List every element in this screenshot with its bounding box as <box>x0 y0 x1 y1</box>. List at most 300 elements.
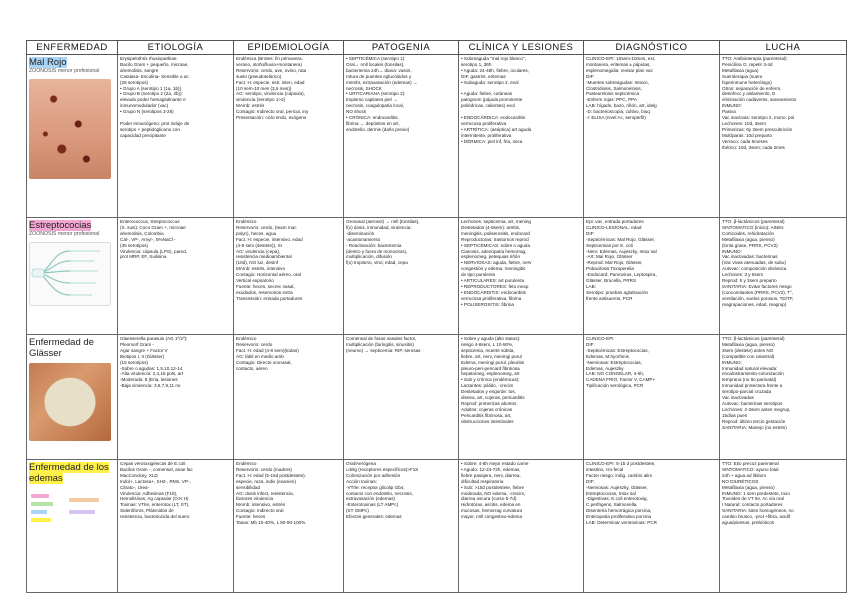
cell-line: verrucosa proliferativa <box>461 120 507 126</box>
cell-line: • ARTRÍTICA: (aséptica) art aguda <box>461 126 532 132</box>
cell-line: Virulencia: Adhesinas (F18), <box>120 490 178 496</box>
summary-sheet <box>26 40 846 599</box>
cell-line: Cianosis, adenopatía hemorrag, <box>461 248 527 254</box>
cell-line: Transmisión: entrada portadores <box>236 295 303 301</box>
cell-line: multiplicación, difusión <box>346 254 392 260</box>
cell-line: serotipo-parcial cruzada <box>722 389 772 395</box>
cell-line: Estreptococias, Intox sal <box>586 490 636 496</box>
header-lucha: LUCHA <box>720 41 847 55</box>
cell-line: Primerizas: 6y 3sem prescubrición <box>722 126 793 132</box>
cell-line: bacteriemia 24h→ diana: vasos, <box>346 67 412 73</box>
cell-line: -Septicémicas: Mal Rojo, Glässer, <box>586 236 655 242</box>
cell-line: • Sobre y aguda (alto status): <box>461 336 521 341</box>
table-row <box>27 335 847 460</box>
cell-line: Reprod: último tercio gestación <box>722 418 786 424</box>
lucha-cell <box>720 218 847 335</box>
cell-line: de tipo purulento <box>461 272 496 278</box>
disease-subtitle: ZOONOSIS menor profesional <box>29 68 100 74</box>
cell-line: CLINICO-EPI: 5-15 d postdestete, <box>586 461 656 466</box>
cell-line: • Aguda: fiebre, cutáneas <box>461 91 513 97</box>
cell-line: reagrupaciones, edad, reagrup) <box>722 301 787 307</box>
cell-line: • Agudo: 12-24-72h, edemas, <box>461 466 521 472</box>
cell-line: Epi: vac, entrada portadores <box>586 219 644 224</box>
disease-title <box>29 337 115 359</box>
cell-line: • Grupo N (serotipos 3-26) <box>120 109 174 115</box>
cell-line: • Aguda: 24-48h, fiebre, oculares, <box>461 67 530 73</box>
cell-line: -Septicémicas: Estreptococias, <box>586 347 649 353</box>
cell-line: LAB: NO CONGELAR, 4-6h, <box>586 371 645 377</box>
header-clinica: CLÍNICA Y LESIONES <box>459 41 584 55</box>
cell-line: pleuro-peri-pericard fibrinosa <box>461 365 520 371</box>
cell-line: f(x) dosis, inmunidad, virulencia: <box>346 224 412 230</box>
cell-line: Metafilaxia (agua) <box>722 67 759 73</box>
cell-line: -Alta virulencia: 2,4,15 pols, art <box>120 371 184 377</box>
cell-line: Cepas verotoxigénicas de E.coli <box>120 461 186 466</box>
cell-line: AG: serotipo, virulencia (cápsula), <box>236 91 305 97</box>
cell-line: Lechones: septicemia, art, mening <box>461 219 531 224</box>
cell-line: C.perfrigens, Salmonella, <box>586 502 638 508</box>
cell-line: meningitis, poliserositis, endocard <box>461 230 530 236</box>
cell-line: Reprod: primerizas abortos <box>461 400 517 406</box>
cell-line: MAmb: estrés <box>236 103 265 109</box>
clinica-cell <box>459 55 584 218</box>
cell-line: Efectos generales: edemas <box>346 514 402 520</box>
cell-line: serotipo + peptidoglicano con <box>120 126 180 132</box>
cell-line: (compatible con calostral) <box>722 353 775 359</box>
cell-line: verrucosa proliferativa, fibrina <box>461 295 522 301</box>
cell-line: serotipo 1, 36h <box>461 61 492 67</box>
cell-line: factores virulencia <box>236 496 274 502</box>
cell-line: poliédricas, calientes) evol <box>461 103 515 109</box>
cell-line: Fact. H: edad (4-8 sem)(todas) <box>236 347 299 353</box>
cell-line: LAB: Determinar verotoxinas: PCR <box>586 520 657 526</box>
cell-line: resistencia, bacteriocida del suero <box>120 514 190 520</box>
legend-tag <box>31 510 47 514</box>
cell-line: congestión y edema, meningitis <box>461 266 526 272</box>
cell-line: Acción toxinas: <box>346 478 377 484</box>
cell-line: Verraco: cada 6meses <box>722 138 768 144</box>
cell-line: tropismo capilares piel → <box>346 97 398 103</box>
cell-line: montanera, eritemas ± pápulas, <box>586 61 651 67</box>
cell-line: moderada, NO edema, -crecim, <box>461 490 526 496</box>
legend-tag <box>69 510 95 514</box>
etiologia-cell <box>118 460 234 593</box>
cell-line: resistencia medioambiental <box>236 254 292 260</box>
cell-line: virulencia (serotipo 1>2) <box>236 97 286 103</box>
cell-line: • SEPTICÉMICA (serotipo 1): <box>346 56 406 61</box>
cell-line: capacidad precipitante <box>120 132 166 138</box>
cell-line: dificultad respiratoria <box>461 478 504 484</box>
cell-line: cambio brusco, -prot +fibra, acidif <box>722 514 791 520</box>
cell-line: fiebre, art, nerv, meningi purul <box>461 353 522 359</box>
cell-line: DIF, gastrint, eritemas <box>461 73 506 79</box>
cell-line: • Sobre: 4-6h mejor estado carne <box>461 461 529 466</box>
cell-line: Tasas: Mb 10-40%, L 50-90-100% <box>236 520 306 526</box>
diagnostico-cell <box>584 460 720 593</box>
cell-line: mucosas, hemorrag curvatura <box>461 508 523 514</box>
cell-line: 24h + agua ad libitum <box>722 472 767 478</box>
cell-line: ventilación, suelos porosos, TD/TF, <box>722 295 794 301</box>
cell-line: hiperinmune heterólogo) <box>722 79 772 85</box>
cell-line: Citrato-, Urea- <box>120 484 150 490</box>
cell-line: Edema, meningi purul, pleuritis <box>461 359 525 365</box>
cell-line: Endémico <box>236 461 257 466</box>
cell-line: Metafilaxia (agua, pienso) <box>722 236 775 242</box>
cell-line: prot MRP, EF, Suilisina <box>120 254 167 260</box>
cell-line: patognom (pápula prominente <box>461 97 523 103</box>
cell-line: intermitente, proliferativa <box>461 132 512 138</box>
cell-line: Pericarditis fibrinosa, art, <box>461 412 512 418</box>
disease-photo <box>29 79 111 179</box>
lucha-cell <box>720 460 847 593</box>
cell-line: Hemolisinas, Ag capsular (O:K:H) <box>120 496 189 502</box>
cell-line: Contagio: Directo oronasal, <box>236 359 292 365</box>
cell-line: • REPRODUCTORES: feto inexp <box>461 283 529 289</box>
cell-line: SANITARIA: lotes homogéneos, no <box>722 508 794 514</box>
legend-diagram <box>29 488 111 538</box>
cell-line: Penicilina G, repetir 3-4d <box>722 61 773 67</box>
diagnostico-cell <box>584 218 720 335</box>
cell-line: • DÉRMICA: piel inf, fría, seca <box>461 138 523 144</box>
cell-line: INMUNO: <box>722 359 742 365</box>
cell-line: • Grupo B (serotipo 2 (2a, 2b)): <box>120 91 183 97</box>
disease-title-text: Enfermedad de los edemas <box>29 462 109 484</box>
cell-line: ahemolisis, sangre <box>120 67 159 73</box>
cell-line: Reservorio: cerdo <box>236 341 273 347</box>
cell-line: INMUNO: <box>722 248 742 254</box>
disease-title <box>29 462 115 484</box>
cell-line: CADENA FRÍO, Factor V, CAMP+ <box>586 377 656 383</box>
cell-line: Fuente: heces, secrec nasal, <box>236 283 295 289</box>
cell-line: Multíparas: 10d preparto <box>722 132 773 138</box>
cell-line: Glaesserella parasuis (AG 1º/2º): <box>120 336 188 341</box>
cell-line: -D: bacterioscopia, cultivo, bioq <box>586 109 650 115</box>
cell-line: Lechones: 10d, 3sem <box>722 120 766 126</box>
cell-line: frente antisueros, PCR <box>586 295 633 301</box>
cell-line: Pasiva <box>722 109 736 115</box>
cell-line: Vac inactivadas: bacterinas <box>722 254 778 260</box>
cell-line: Erysipelothrix rhusiopathiae: <box>120 56 178 61</box>
cell-line: Reproductoras: trastornos reprod <box>461 236 529 242</box>
cell-line: Autovac: composición dinámica <box>722 266 787 272</box>
cell-line: Metafilaxia (agua, pienso) <box>722 484 775 490</box>
cell-line: Corticoides, rehidratación <box>722 230 775 236</box>
cell-line: elevado poder hemaglutinante e <box>120 97 186 103</box>
cell-line: • SEPTICÉMICAS: sobre o aguda <box>461 242 531 248</box>
cell-line: sensibilidad <box>236 484 261 490</box>
header-enfermedad: ENFERMEDAD <box>27 41 118 55</box>
cell-line: Presentación: ciclo endo, exógeno <box>236 115 307 121</box>
cell-line: DIF: <box>586 341 595 347</box>
cell-line: Destetados (4-8sem): artritis, <box>461 224 521 230</box>
cell-line: -acantonamiento <box>346 236 381 242</box>
cell-line: -diseminación <box>346 230 375 236</box>
cell-line: MAmb: intensivo, estrés <box>236 502 286 508</box>
cell-line: • Sub y crónica (endémicas): <box>461 377 520 383</box>
cell-line: polyn), heces, agua <box>236 230 277 236</box>
cell-line: inmunomodulador (vac) <box>120 103 169 109</box>
cell-line: TTO: β-lactámicos (parenteral) <box>722 336 785 341</box>
cell-line: Sideróforos, Plásmidos de <box>120 508 174 514</box>
cell-line: INMUNO: 1 sem predestete, toxo <box>722 490 790 496</box>
cell-line: (35 serotipos) <box>120 242 149 248</box>
epidemiologia-cell <box>234 55 344 218</box>
header-epidemiologia: EPIDEMIOLOGÍA <box>234 41 344 55</box>
etiologia-cell <box>118 335 234 460</box>
cell-line: -VTIIe: receptor glicolip Gb4, <box>346 484 405 490</box>
cell-line: • ENDOCARDITIS: endocarditis <box>461 289 526 295</box>
cell-line: (concomitantes (PRRS, PCV2), T°, <box>722 289 794 295</box>
cell-line: Oral/Aerógena <box>346 461 376 466</box>
cell-line: CLINICO-EPI <box>586 336 614 341</box>
cell-line: -Muertes sobreagudas: Intoxic, <box>586 79 650 85</box>
cell-line: DIF: <box>586 478 595 484</box>
cell-line: Edemas, M.hyorhinis <box>586 353 629 359</box>
diagnostico-cell <box>584 55 720 218</box>
cell-line: Lechones: 2-3sem antes megrup, <box>722 406 791 412</box>
cell-line: Fuente: heces <box>236 514 266 520</box>
cell-line: Pobacilosis Toxoperelia <box>586 266 634 272</box>
cell-line: Bacilo Gram + pequeño, microae, <box>120 61 189 67</box>
cell-line: Reservorio: cerdo (madres) <box>236 466 292 472</box>
cell-line: Autovac: bacterinas serotipos <box>722 400 783 406</box>
cell-line: agua/piensos, prebióticos <box>722 520 775 526</box>
cell-line: Reservorio: cerdo, (team mac <box>236 224 297 230</box>
cell-line: -Endocard: Parvovirus, Leptospira, <box>586 272 657 278</box>
cell-line: AG: lábil en medio amb <box>236 353 284 359</box>
patogenia-cell <box>344 335 459 460</box>
cell-line: Lactantes: pálido, -crecim <box>461 383 514 389</box>
cell-line: Destetados y engorde: tos, <box>461 389 516 395</box>
cell-line: Agar sangre + Factor V <box>120 347 168 353</box>
cell-line: Fact. H: edad (5-15d postdestete), <box>236 472 306 478</box>
header-etiologia: ETIOLOGÍA <box>118 41 234 55</box>
cell-line: intestino, cro-fecal <box>586 466 624 472</box>
cell-line: Fact. H: especie, estr. inten, edad <box>236 79 305 85</box>
clinica-cell <box>459 460 584 593</box>
table-row <box>27 218 847 335</box>
cell-line: encalostramiento-colonización <box>722 371 784 377</box>
cell-line: SINTOMATICO: ayuno total <box>722 466 779 472</box>
cell-line: TTO: β-lactámicos (parenteral) <box>722 219 785 224</box>
cell-line: Oral→ nnll locales (tonsilas), <box>346 61 405 67</box>
cell-line: Endémica (Brotes: fin primavera, <box>236 56 303 61</box>
lucha-cell <box>720 335 847 460</box>
cell-line: mayor, nnll congestivo-edema <box>461 514 523 520</box>
cell-line: -Art: Mal Rojo, Glässer <box>586 254 633 260</box>
cell-line: (dentro y fuera de monocitos), <box>346 248 408 254</box>
cell-line: • Grupo A (serotipo 1 (1a, 1b)) <box>120 85 182 91</box>
cell-line: Inmunidad natural elevada: <box>722 365 778 371</box>
cell-line: -Nerviosas: Estreptococias, <box>586 359 642 365</box>
header-patogenia: PATOGENIA <box>344 41 459 55</box>
cell-line: Pleomorf Gram - <box>120 341 154 347</box>
cell-line: SANITARIA: Evitar factores riesgo <box>722 283 792 289</box>
disease-cell <box>27 460 118 593</box>
cell-line: esplenomeg, petequias riñón <box>461 254 520 260</box>
cell-line: (10d), NO luz, desinf <box>236 260 279 266</box>
cell-line: MacConckey, XLD <box>120 472 158 478</box>
cell-line: -Enterotoxinas (LT AMPc) <box>346 502 399 508</box>
patogenia-cell <box>344 55 459 218</box>
cell-line: septicemia, muerte súbita, <box>461 347 515 353</box>
cell-line: Oronasal (aerosol) → nnll (tonsilas), <box>346 219 420 224</box>
mind-map-diagram <box>29 242 111 306</box>
clinica-cell <box>459 335 584 460</box>
table-row <box>27 55 847 218</box>
cell-line: Enterococcus, Streptococcus <box>120 219 180 224</box>
cell-line: Inmunidad protectora frente a <box>722 383 783 389</box>
cell-line: Lechones: 3 y 5sem <box>722 272 764 278</box>
clinica-cell <box>459 218 584 335</box>
cell-line: Clostridiosis, Salmonelosis, <box>586 85 642 91</box>
cell-line: Indol+, Lactosa+, SH2-, RMn, VP-, <box>120 478 191 484</box>
cell-line: Vac inactivas: serotipo 2, mono. pol <box>722 115 795 121</box>
cell-line: Catalasa- Esculina- Sensible a ac <box>120 73 189 79</box>
cell-line: • Subaguda: serotipo 2, evol <box>461 79 519 85</box>
cell-line: Serotipo: pruebas aglutinación <box>586 289 649 295</box>
cell-line: hepatomeg, esplenomeg, art <box>461 371 520 377</box>
cell-line: contacto con endotelio, necrosis, <box>346 490 413 496</box>
cell-line: i.delg (receptores específicos)>F18 <box>346 466 418 472</box>
cell-line: membr, extravasación (edemas) → <box>346 79 418 85</box>
table-row <box>27 460 847 593</box>
epidemiologia-cell <box>234 218 344 335</box>
cell-line: Toxinas: VTIIe, enterotox (LT, ST), <box>120 502 190 508</box>
cell-line: Pasteurelosis septicémica <box>586 91 640 97</box>
legend-tag <box>69 498 99 502</box>
cell-line: verano, otoño/lluvia+montanera) <box>236 61 303 67</box>
cell-line: 3sem (destete) antes NO <box>722 347 774 353</box>
cell-line: • POLISEROSITIS: fibrina <box>461 301 514 307</box>
disease-cell <box>27 335 118 460</box>
cell-line: -Digestivas: E.coli enterotoxig, <box>586 496 648 502</box>
etiologia-cell <box>118 55 234 218</box>
cell-line: disnea, art, cojeras, pericarditis <box>461 395 525 401</box>
cell-line: -Enferm rojas: PPC, PPA <box>586 97 637 103</box>
cell-line: Bacilos Gram -, comensal, anae fac <box>120 466 193 472</box>
cell-line: eliminación cadáveres, saneamiento <box>722 97 797 103</box>
cell-line: extravasación (edemas) <box>346 496 396 502</box>
cell-line: (S. suis): Coco Gram +, microae <box>120 224 186 230</box>
cell-line: Contagio: Horizontal aéreo, oral <box>236 272 301 278</box>
cell-line: • URTICARIANA (serotipo 2): <box>346 91 406 97</box>
cell-line: (Vac vivas atenuadas, de subu) <box>722 260 787 266</box>
cell-line: LAB: <box>586 283 596 289</box>
cell-line: Reprod: 5 y 3sem preparto <box>722 278 777 284</box>
cell-line: • ENDOCÁRDICA: endocarditis <box>461 115 526 121</box>
cell-line: Metafilaxia (agua, pienso) <box>722 341 775 347</box>
patogenia-cell <box>344 460 459 593</box>
disease-subtitle: ZOONOSIS menor profesional <box>29 231 100 237</box>
cell-line: Fact. H: especie, intensivo, edad <box>236 236 303 242</box>
cell-line: Factor riesgo: indig, cambio alim <box>586 472 653 478</box>
legend-tag <box>31 494 49 498</box>
cell-line: TTO: Antibioterapia (parenteral): <box>722 56 788 61</box>
cell-line: Tipificación serológica, PCR <box>586 383 644 389</box>
cell-line: -Moderada: 8 (Eria, lesiones <box>120 377 178 383</box>
cell-line: Septicemias por E. coli <box>586 242 633 248</box>
cell-line: Adultos: cojeras crónicas <box>461 406 513 412</box>
legend-tag <box>31 502 53 506</box>
cell-line: fibrina → depósitos en art, <box>346 120 400 126</box>
disease-title: Mal Rojo <box>29 57 67 68</box>
cell-line: Vertical expiratorio <box>236 278 274 284</box>
cell-line: -Sobre o agudas: 1,5,10,12-14 <box>120 365 183 371</box>
cell-line: NO shock <box>346 109 367 115</box>
cell-line: 15días pues <box>722 412 748 418</box>
cell-line: • ARTICULARES: art purulenta <box>461 278 525 284</box>
cell-line: - Reactivación: bacteriemia <box>346 242 402 248</box>
cell-line: SANITARIA: Manejo (no estrés) <box>722 424 787 430</box>
epidemiologia-cell <box>234 460 344 593</box>
cell-line: Otros: separación de enferm, <box>722 85 782 91</box>
cell-line: LAB: hígado, bazo, riñón, art, idelg <box>586 103 657 109</box>
cell-line: -Baja virulencia: 3,6,7,9,11 no <box>120 383 181 389</box>
cell-line: -Nerv: Edemas, Aujeszky, Intox sal <box>586 248 657 254</box>
cell-line: MAmb: estrés, intensivo <box>236 266 286 272</box>
cell-line: (15 serotipos) <box>120 359 149 365</box>
cell-line: AG: dosis infect, resistencia, <box>236 490 294 496</box>
cell-line: Edemas, Aujeszky <box>586 365 624 371</box>
cell-line: CLINICO-LESIONAL: edad <box>586 224 642 230</box>
cell-line: ahemolisis, Colombia <box>120 230 164 236</box>
cell-line: • Sub: >15d postdestete, fiebre <box>461 484 525 490</box>
cell-line: I Natural: contacto portadores <box>722 502 783 508</box>
cell-line: Endémico <box>236 336 257 341</box>
cell-line: contacto, aéreo <box>236 365 268 371</box>
cell-line: (28 serotipos) <box>120 79 149 85</box>
cell-line: suelo (pseudotelúrico) <box>236 73 282 79</box>
disease-table <box>26 40 847 593</box>
cell-line: Poder inmunógeno: prot induje de <box>120 120 190 126</box>
cell-line: fiebre pasajera, nerv, diarrea, <box>461 472 521 478</box>
cell-line: necrosis, coagulopatía local, <box>346 103 404 109</box>
cell-line: endotelio, dermis (daño previo) <box>346 126 410 132</box>
cell-line: riesgo 4-8sem, L 10-50%, <box>461 341 514 347</box>
cell-line: Toxoides de VT IIe, Ac vía oral <box>722 496 784 502</box>
cell-line: NO DIURÉTICOS <box>722 478 759 484</box>
cell-line: -Nerviosas: Aujeszky, Glässer, <box>586 484 648 490</box>
cell-line: -I: ELISA (nivel Ac, seroperfil) <box>586 115 646 121</box>
cell-line: multiplicación (faringitis, sinusitis) <box>346 341 414 347</box>
cell-line: temprana (no tto parinatal) <box>722 377 777 383</box>
header-row <box>27 41 847 55</box>
mind-map-svg <box>30 243 110 305</box>
cell-line: Glässer, Brucella, PRRS <box>586 278 637 284</box>
cell-line: • NERVIOSAS: aguda, fiebre, nerv <box>461 260 532 266</box>
cell-line: DIF: <box>586 230 595 236</box>
disease-cell <box>27 55 118 218</box>
cell-line: Biotipos I, II (Glässer) <box>120 353 165 359</box>
disease-title-text: Enfermedad de Glässer <box>29 337 94 359</box>
cell-line: necrosis, SHOCK <box>346 85 382 91</box>
cell-line: Contagio: Indirecto oral, pericut, iny <box>236 109 309 115</box>
cell-line: desinfecc y aislamiento, D <box>722 91 776 97</box>
cell-line: INMUNO: <box>722 103 742 109</box>
disease-photo <box>29 363 111 441</box>
cell-line: esplenomegalia; revisar plan vac <box>586 67 653 73</box>
cell-line: Virulencia: cápsula (LPS), pared, <box>120 248 188 254</box>
disease-cell <box>27 218 118 335</box>
cell-line: Comensal de fosas nasales factor, <box>346 336 417 341</box>
cell-line: especie, raza, indiv (examen) <box>236 478 297 484</box>
cell-line: (ST GMPc) <box>346 508 369 514</box>
lucha-cell <box>720 55 847 218</box>
cell-line: (lonta grase, PRRS, PCV2) <box>722 242 778 248</box>
cell-line: • Sobreaguda "mal rojo blanco", <box>461 56 526 61</box>
cell-line: Vac inactivadas <box>722 395 754 401</box>
